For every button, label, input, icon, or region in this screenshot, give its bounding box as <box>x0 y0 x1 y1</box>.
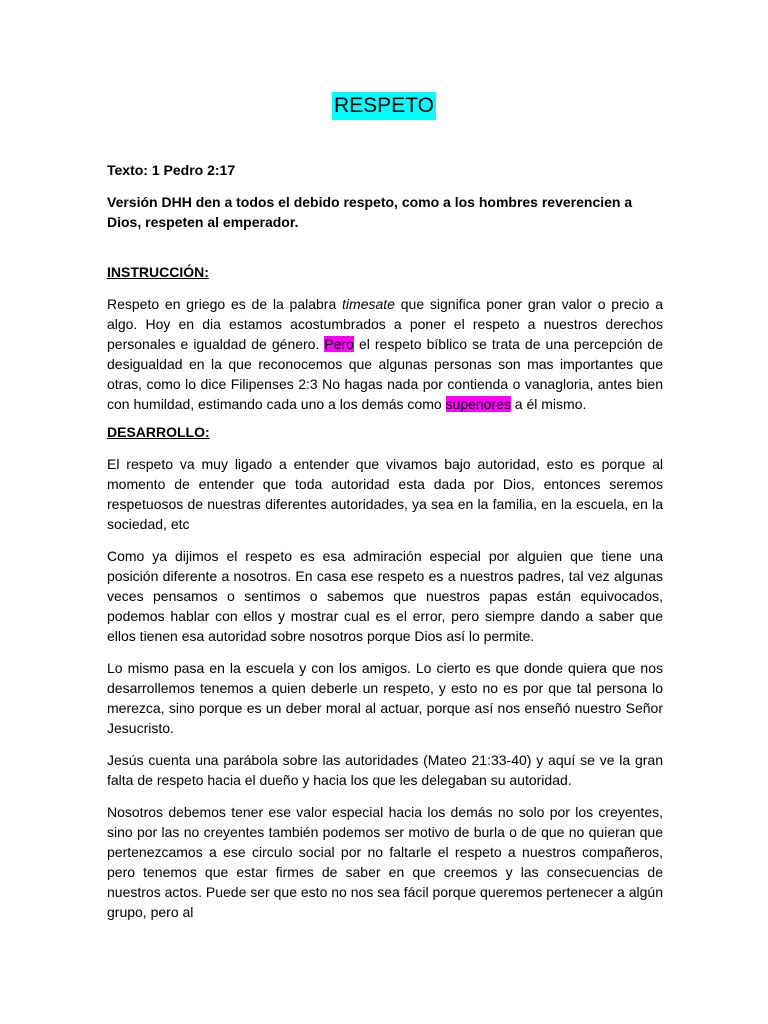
instruction-text-4: a él mismo. <box>510 396 587 412</box>
instruction-text-3: el respeto bíblico se trata de una percepción de desigualdad en la que reconocemos que algunas personas son mas importantes que otras, como lo dice Filipenses 2:3 No hagas nada por contienda o vanagloria, antes bien con humildad, estimando cada uno a los demás como <box>107 336 663 412</box>
scripture-reference: Texto: 1 Pedro 2:17 <box>107 162 236 178</box>
highlighted-word-pero: Pero <box>324 336 354 352</box>
instruction-heading: INSTRUCCIÓN: <box>107 264 209 280</box>
scripture-version: Versión DHH den a todos el debido respeto, como a los hombres reverencien a Dios, respeten al emperador. <box>107 194 633 230</box>
page-title: RESPETO <box>332 92 436 120</box>
instruction-paragraph <box>107 294 663 414</box>
instruction-text-2: que significa poner gran valor o precio a algo. Hoy en dia estamos acostumbrados a poner el respeto a nuestros derechos personales e igualdad de género. <box>107 296 663 352</box>
development-paragraph-4: Jesús cuenta una parábola sobre las autoridades (Mateo 21:33-40) y aquí se ve la gran falta de respeto hacia el dueño y hacia los que les delegaban su autoridad. <box>107 752 663 788</box>
document-body <box>107 160 663 922</box>
highlighted-word-superiores: superiores <box>445 396 511 412</box>
development-paragraph-3: Lo mismo pasa en la escuela y con los amigos. Lo cierto es que donde quiera que nos desarrollemos tenemos a quien deberle un respeto, y esto no es por que tal persona lo merezca, sino porque es un deber moral al actuar, porque así nos enseñó nuestro Señor Jesucristo. <box>107 660 663 736</box>
development-paragraph-2: Como ya dijimos el respeto es esa admiración especial por alguien que tiene una posición diferente a nosotros. En casa ese respeto es a nuestros padres, tal vez algunas veces pensamos o sentimos o sabemos que nuestros papas están equivocados, podemos hablar con ellos y mostrar cual es el error, pero siempre dando a saber que ellos tienen esa autoridad sobre nosotros porque Dios así lo permite. <box>107 548 663 644</box>
development-paragraph-5: Nosotros debemos tener ese valor especial hacia los demás no solo por los creyentes, sino por las no creyentes también podemos ser motivo de burla o de que no quieran que pertenezcamos a ese circulo social por no faltarle el respeto a nuestros compañeros, pero tenemos que estar firmes de saber en que creemos y las consecuencias de nuestros actos. Puede ser que esto no nos sea fácil porque queremos pertenecer a algún grupo, pero al <box>107 804 663 920</box>
instruction-italic-word: timesate <box>342 296 395 312</box>
development-heading: DESARROLLO: <box>107 424 210 440</box>
instruction-text-1: Respeto en griego es de la palabra <box>107 296 343 312</box>
development-paragraph-1: El respeto va muy ligado a entender que vivamos bajo autoridad, esto es porque al momento de entender que toda autoridad esta dada por Dios, entonces seremos respetuosos de nuestras diferentes autoridades, ya sea en la familia, en la escuela, en la sociedad, etc <box>107 456 663 532</box>
title-wrap <box>0 92 768 120</box>
